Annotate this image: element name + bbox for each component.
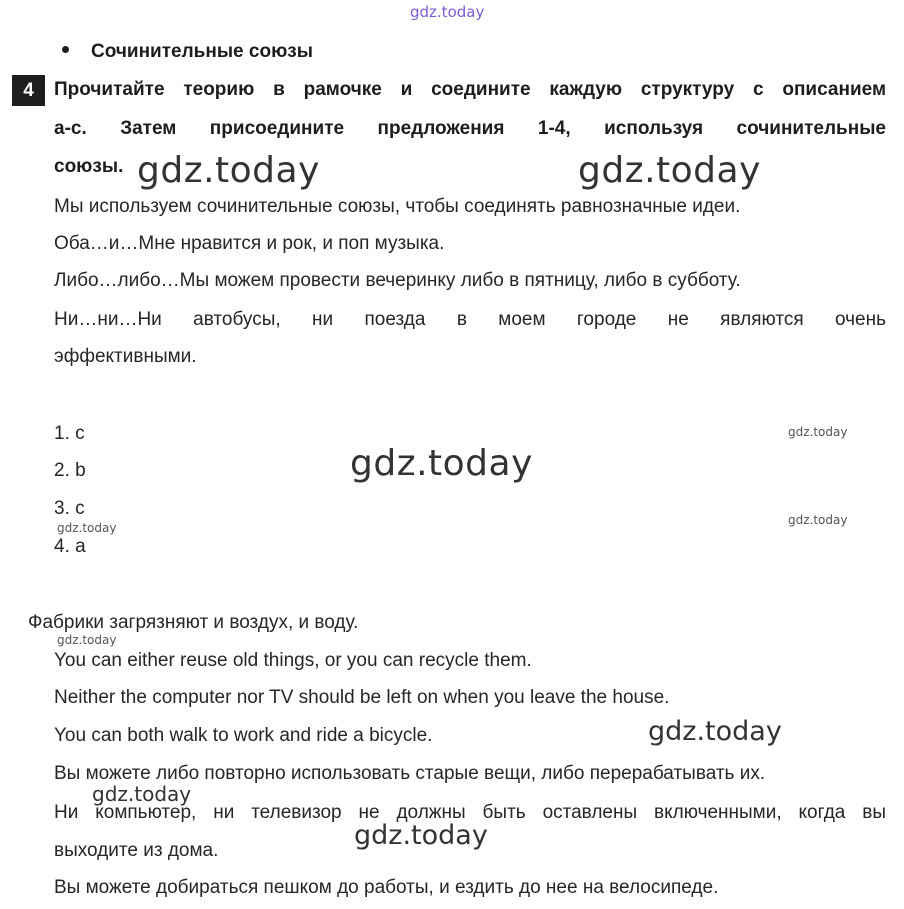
answer-1: 1. c [54, 423, 85, 444]
sentence-5: Вы можете либо повторно использовать старые вещи, либо перерабатывать их. [54, 763, 766, 784]
task-instruction-line-2: a-c. Затем присоедините предложения 1-4, используя сочинительные [54, 118, 886, 139]
watermark-medium-2: gdz.today [354, 820, 488, 851]
watermark-large-2: gdz.today [578, 150, 761, 191]
answer-4: 4. a [54, 536, 86, 557]
sentence-4: You can both walk to work and ride a bicycle. [54, 725, 433, 746]
watermark-top: gdz.today [410, 3, 485, 21]
sentence-7: выходите из дома. [54, 840, 219, 861]
section-heading-text: Сочинительные союзы [91, 41, 313, 62]
watermark-small-3: gdz.today [57, 521, 117, 535]
sentence-2: You can either reuse old things, or you can recycle them. [54, 650, 532, 671]
bullet-icon [62, 46, 69, 53]
watermark-medium-1: gdz.today [648, 716, 782, 747]
watermark-small-1: gdz.today [788, 425, 848, 439]
sentence-8: Вы можете добираться пешком до работы, и ездить до нее на велосипеде. [54, 877, 719, 898]
watermark-medium-3: gdz.today [92, 782, 192, 806]
answer-2: 2. b [54, 460, 86, 481]
task-instruction-line-3: союзы. [54, 156, 124, 177]
task-number-badge: 4 [12, 75, 45, 106]
sentence-3: Neither the computer nor TV should be left on when you leave the house. [54, 687, 670, 708]
theory-line-4: Ни…ни…Ни автобусы, ни поезда в моем городе не являются очень [54, 309, 886, 330]
theory-line-2: Оба…и…Мне нравится и рок, и поп музыка. [54, 233, 445, 254]
sentence-1: Фабрики загрязняют и воздух, и воду. [28, 612, 359, 633]
answer-3: 3. c [54, 498, 85, 519]
watermark-small-2: gdz.today [788, 513, 848, 527]
watermark-small-4: gdz.today [57, 633, 117, 647]
task-instruction-line-1: Прочитайте теорию в рамочке и соедините каждую структуру с описанием [54, 79, 886, 100]
section-heading [62, 41, 313, 63]
watermark-large-3: gdz.today [350, 443, 533, 484]
theory-line-5: эффективными. [54, 346, 197, 367]
theory-line-3: Либо…либо…Мы можем провести вечеринку либо в пятницу, либо в субботу. [54, 270, 741, 291]
theory-line-1: Мы используем сочинительные союзы, чтобы соединять равнозначные идеи. [54, 196, 741, 217]
watermark-large-1: gdz.today [137, 150, 320, 191]
sentence-6: Ни компьютер, ни телевизор не должны быть оставлены включенными, когда вы [54, 802, 886, 823]
